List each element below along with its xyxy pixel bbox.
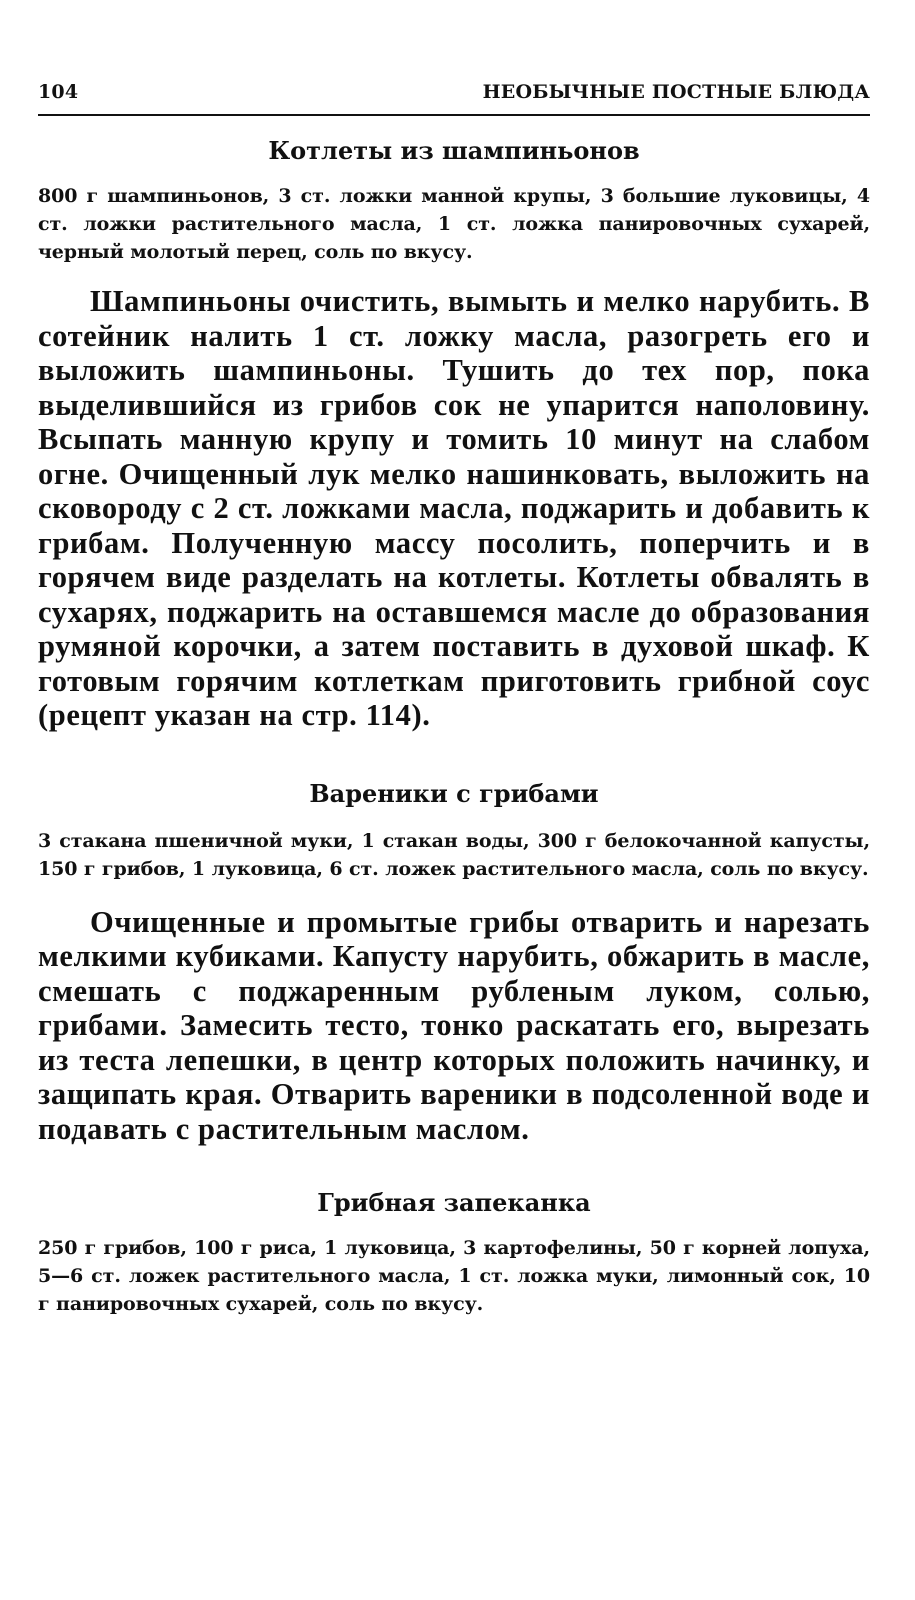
recipe-ingredients-mushroom-cutlets: 800 г шампиньонов, 3 ст. ложки манной крупы, 3 большие луковицы, 4 ст. ложки растительного масла, 1 ст. ложка панировочных сухарей, черный молотый перец, соль по вкусу. [38,185,870,263]
recipe-method-mushroom-cutlets: Шампиньоны очистить, вымыть и мелко нарубить. В сотейник налить 1 ст. ложку масла, разогреть его и выложить шампиньоны. Тушить до тех пор, пока выделившийся из грибов сок не упарится наполовину. Всыпать манную крупу и томить 10 минут на слабом огне. Очищенный лук мелко нашинковать, выложить на сковороду с 2 ст. ложками масла, поджарить и добавить к грибам. Полученную массу посолить, поперчить и в горячем виде разделать на котлеты. Котлеты обвалять в сухарях, поджарить на оставшемся масле до образования румяной корочки, а затем поставить в духовой шкаф. К готовым горячим котлеткам приготовить грибной соус (рецепт указан на стр. 114). [38,284,870,732]
recipe-ingredients-mushroom-casserole: 250 г грибов, 100 г риса, 1 луковица, 3 картофелины, 50 г корней лопуха, 5—6 ст. ложек растительного масла, 1 ст. ложка муки, лимонный сок, 10 г панировочных сухарей, соль по вкусу. [38,1237,870,1315]
running-header [38,80,870,116]
recipe-title-mushroom-vareniki: Вареники с грибами [309,778,599,808]
page-number: 104 [38,81,79,103]
section-title: НЕОБЫЧНЫЕ ПОСТНЫЕ БЛЮДА [482,81,870,103]
recipe-title-mushroom-casserole: Грибная запеканка [317,1188,591,1217]
book-page [38,80,870,1318]
recipe-method-mushroom-vareniki: Очищенные и промытые грибы отварить и нарезать мелкими кубиками. Капусту нарубить, обжарить в масле, смешать с поджаренным рубленым луком, солью, грибами. Замесить тесто, тонко раскатать его, вырезать из теста лепешки, в центр которых положить начинку, и защипать края. Отварить вареники в подсоленной воде и подавать с растительным маслом. [38,904,870,1146]
recipe-ingredients-mushroom-vareniki: 3 стакана пшеничной муки, 1 стакан воды, 300 г белокочанной капусты, 150 г грибов, 1 луковица, 6 ст. ложек растительного масла, соль по вкусу. [38,829,870,880]
recipe-title-mushroom-cutlets: Котлеты из шампиньонов [268,136,640,165]
